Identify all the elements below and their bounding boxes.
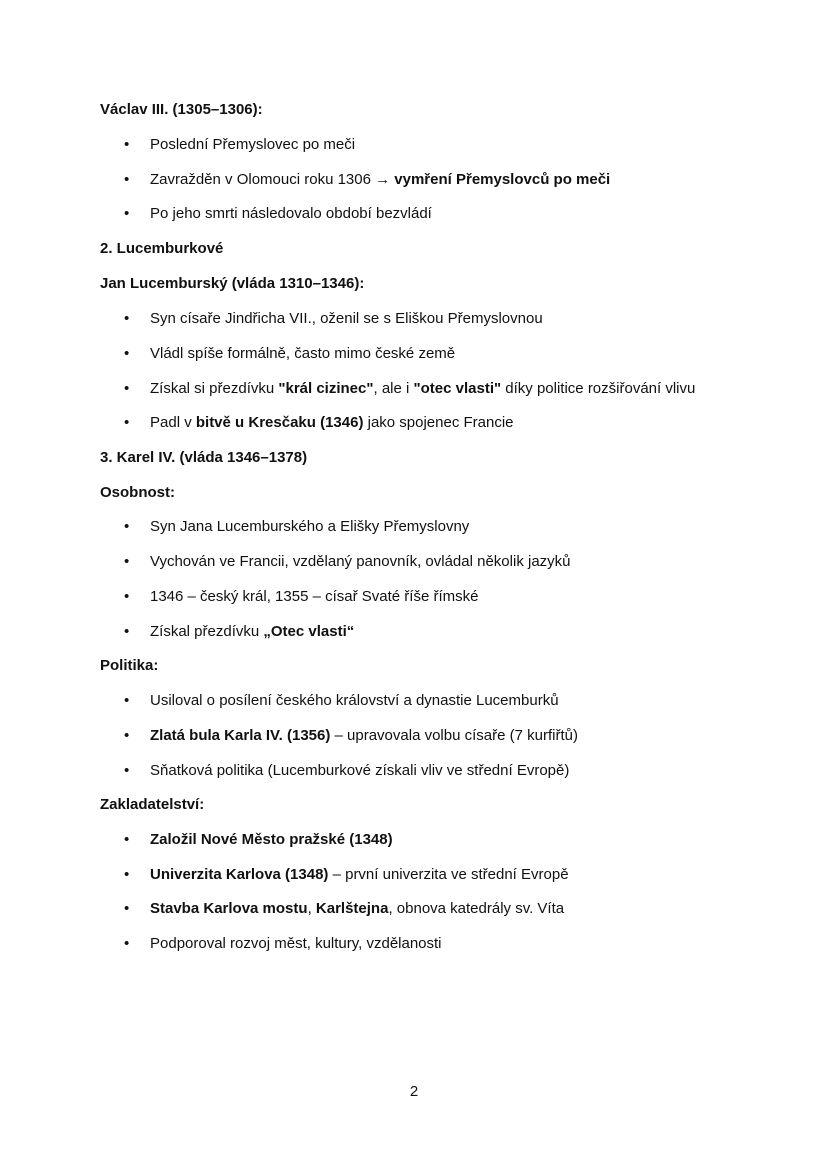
- item-text: , obnova katedrály sv. Víta: [388, 900, 565, 917]
- bullet: •: [124, 692, 130, 709]
- bullet: •: [124, 171, 130, 188]
- item-bold-text: "otec vlasti": [413, 380, 502, 397]
- list-item: [124, 934, 442, 954]
- item-bold-text: „Otec vlasti“: [263, 623, 355, 640]
- bullet: •: [124, 588, 130, 605]
- bullet: •: [124, 205, 130, 222]
- list-item: [124, 899, 564, 919]
- item-text: jako spojenec Francie: [363, 414, 514, 431]
- item-text: Padl v: [150, 414, 196, 431]
- bullet: •: [124, 310, 130, 327]
- item-text: Vládl spíše formálně, často mimo české země: [150, 345, 456, 362]
- section-heading-zakladatelstvi: Zakladatelství:: [100, 796, 205, 813]
- section-heading-lucemburkove: 2. Lucemburkové: [100, 240, 224, 257]
- bullet: •: [124, 727, 130, 744]
- list-item: [124, 622, 354, 642]
- bullet: •: [124, 762, 130, 779]
- item-text: – první univerzita ve střední Evropě: [328, 866, 569, 883]
- item-bold-text: Stavba Karlova mostu: [150, 900, 308, 917]
- item-bold-text: Univerzita Karlova (1348): [150, 866, 329, 883]
- item-text: 1346 – český král, 1355 – císař Svaté říše římské: [150, 588, 479, 605]
- list-item: [124, 517, 469, 537]
- item-text: Získal přezdívku: [150, 623, 264, 640]
- item-text: , ale i: [373, 380, 414, 397]
- item-text: Syn císaře Jindřicha VII., oženil se s Eliškou Přemyslovnou: [150, 310, 543, 327]
- bullet: •: [124, 866, 130, 883]
- list-item: [124, 135, 355, 155]
- bullet: •: [124, 345, 130, 362]
- item-text: Syn Jana Lucemburského a Elišky Přemyslovny: [150, 518, 470, 535]
- item-text: Vychován ve Francii, vzdělaný panovník, ovládal několik jazyků: [150, 553, 571, 570]
- section-heading-jan-lucembursky: Jan Lucemburský (vláda 1310–1346):: [100, 275, 365, 292]
- bullet: •: [124, 136, 130, 153]
- item-text: Zavražděn v Olomouci roku 1306 →: [150, 171, 395, 188]
- bullet: •: [124, 900, 130, 917]
- bullet: •: [124, 553, 130, 570]
- item-text: Po jeho smrti následovalo období bezvládí: [150, 205, 432, 222]
- item-text: ,: [307, 900, 316, 917]
- item-text: Usiloval o posílení českého království a dynastie Lucemburků: [150, 692, 559, 709]
- list-item: [124, 865, 569, 885]
- item-text: – upravovala volbu císaře (7 kurfiřtů): [330, 727, 578, 744]
- bullet: •: [124, 623, 130, 640]
- bullet: •: [124, 518, 130, 535]
- list-item: [124, 413, 514, 433]
- section-heading-politika: Politika:: [100, 657, 159, 674]
- bullet: •: [124, 414, 130, 431]
- list-item: [124, 552, 571, 572]
- item-text: Sňatková politika (Lucemburkové získali vliv ve střední Evropě): [150, 762, 570, 779]
- section-heading-vaclav-iii: Václav III. (1305–1306):: [100, 101, 263, 118]
- bullet: •: [124, 935, 130, 952]
- section-heading-karel-iv: 3. Karel IV. (vláda 1346–1378): [100, 449, 308, 466]
- bullet: •: [124, 831, 130, 848]
- item-bold-text: bitvě u Kresčaku (1346): [195, 414, 364, 431]
- list-item: [124, 726, 578, 746]
- item-bold-text: Karlštejna: [315, 900, 389, 917]
- list-item: [124, 170, 610, 190]
- item-text: díky politice rozšiřování vlivu: [501, 380, 696, 397]
- list-item: [124, 830, 393, 850]
- item-bold-text: "král cizinec": [278, 380, 374, 397]
- list-item: [124, 204, 432, 224]
- list-item: [124, 587, 478, 607]
- item-text: Poslední Přemyslovec po meči: [150, 136, 356, 153]
- item-text: Podporoval rozvoj měst, kultury, vzdělanosti: [150, 935, 442, 952]
- item-bold-text: vymření Přemyslovců po meči: [394, 171, 611, 188]
- page-number: 2: [409, 1083, 419, 1100]
- section-heading-osobnost: Osobnost:: [100, 484, 175, 501]
- list-item: [124, 379, 695, 399]
- item-bold-text: Založil Nové Město pražské (1348): [150, 831, 393, 848]
- item-text: Získal si přezdívku: [150, 380, 279, 397]
- list-item: [124, 344, 455, 364]
- list-item: [124, 691, 559, 711]
- list-item: [124, 761, 569, 781]
- list-item: [124, 309, 543, 329]
- item-bold-text: Zlatá bula Karla IV. (1356): [150, 727, 331, 744]
- bullet: •: [124, 380, 130, 397]
